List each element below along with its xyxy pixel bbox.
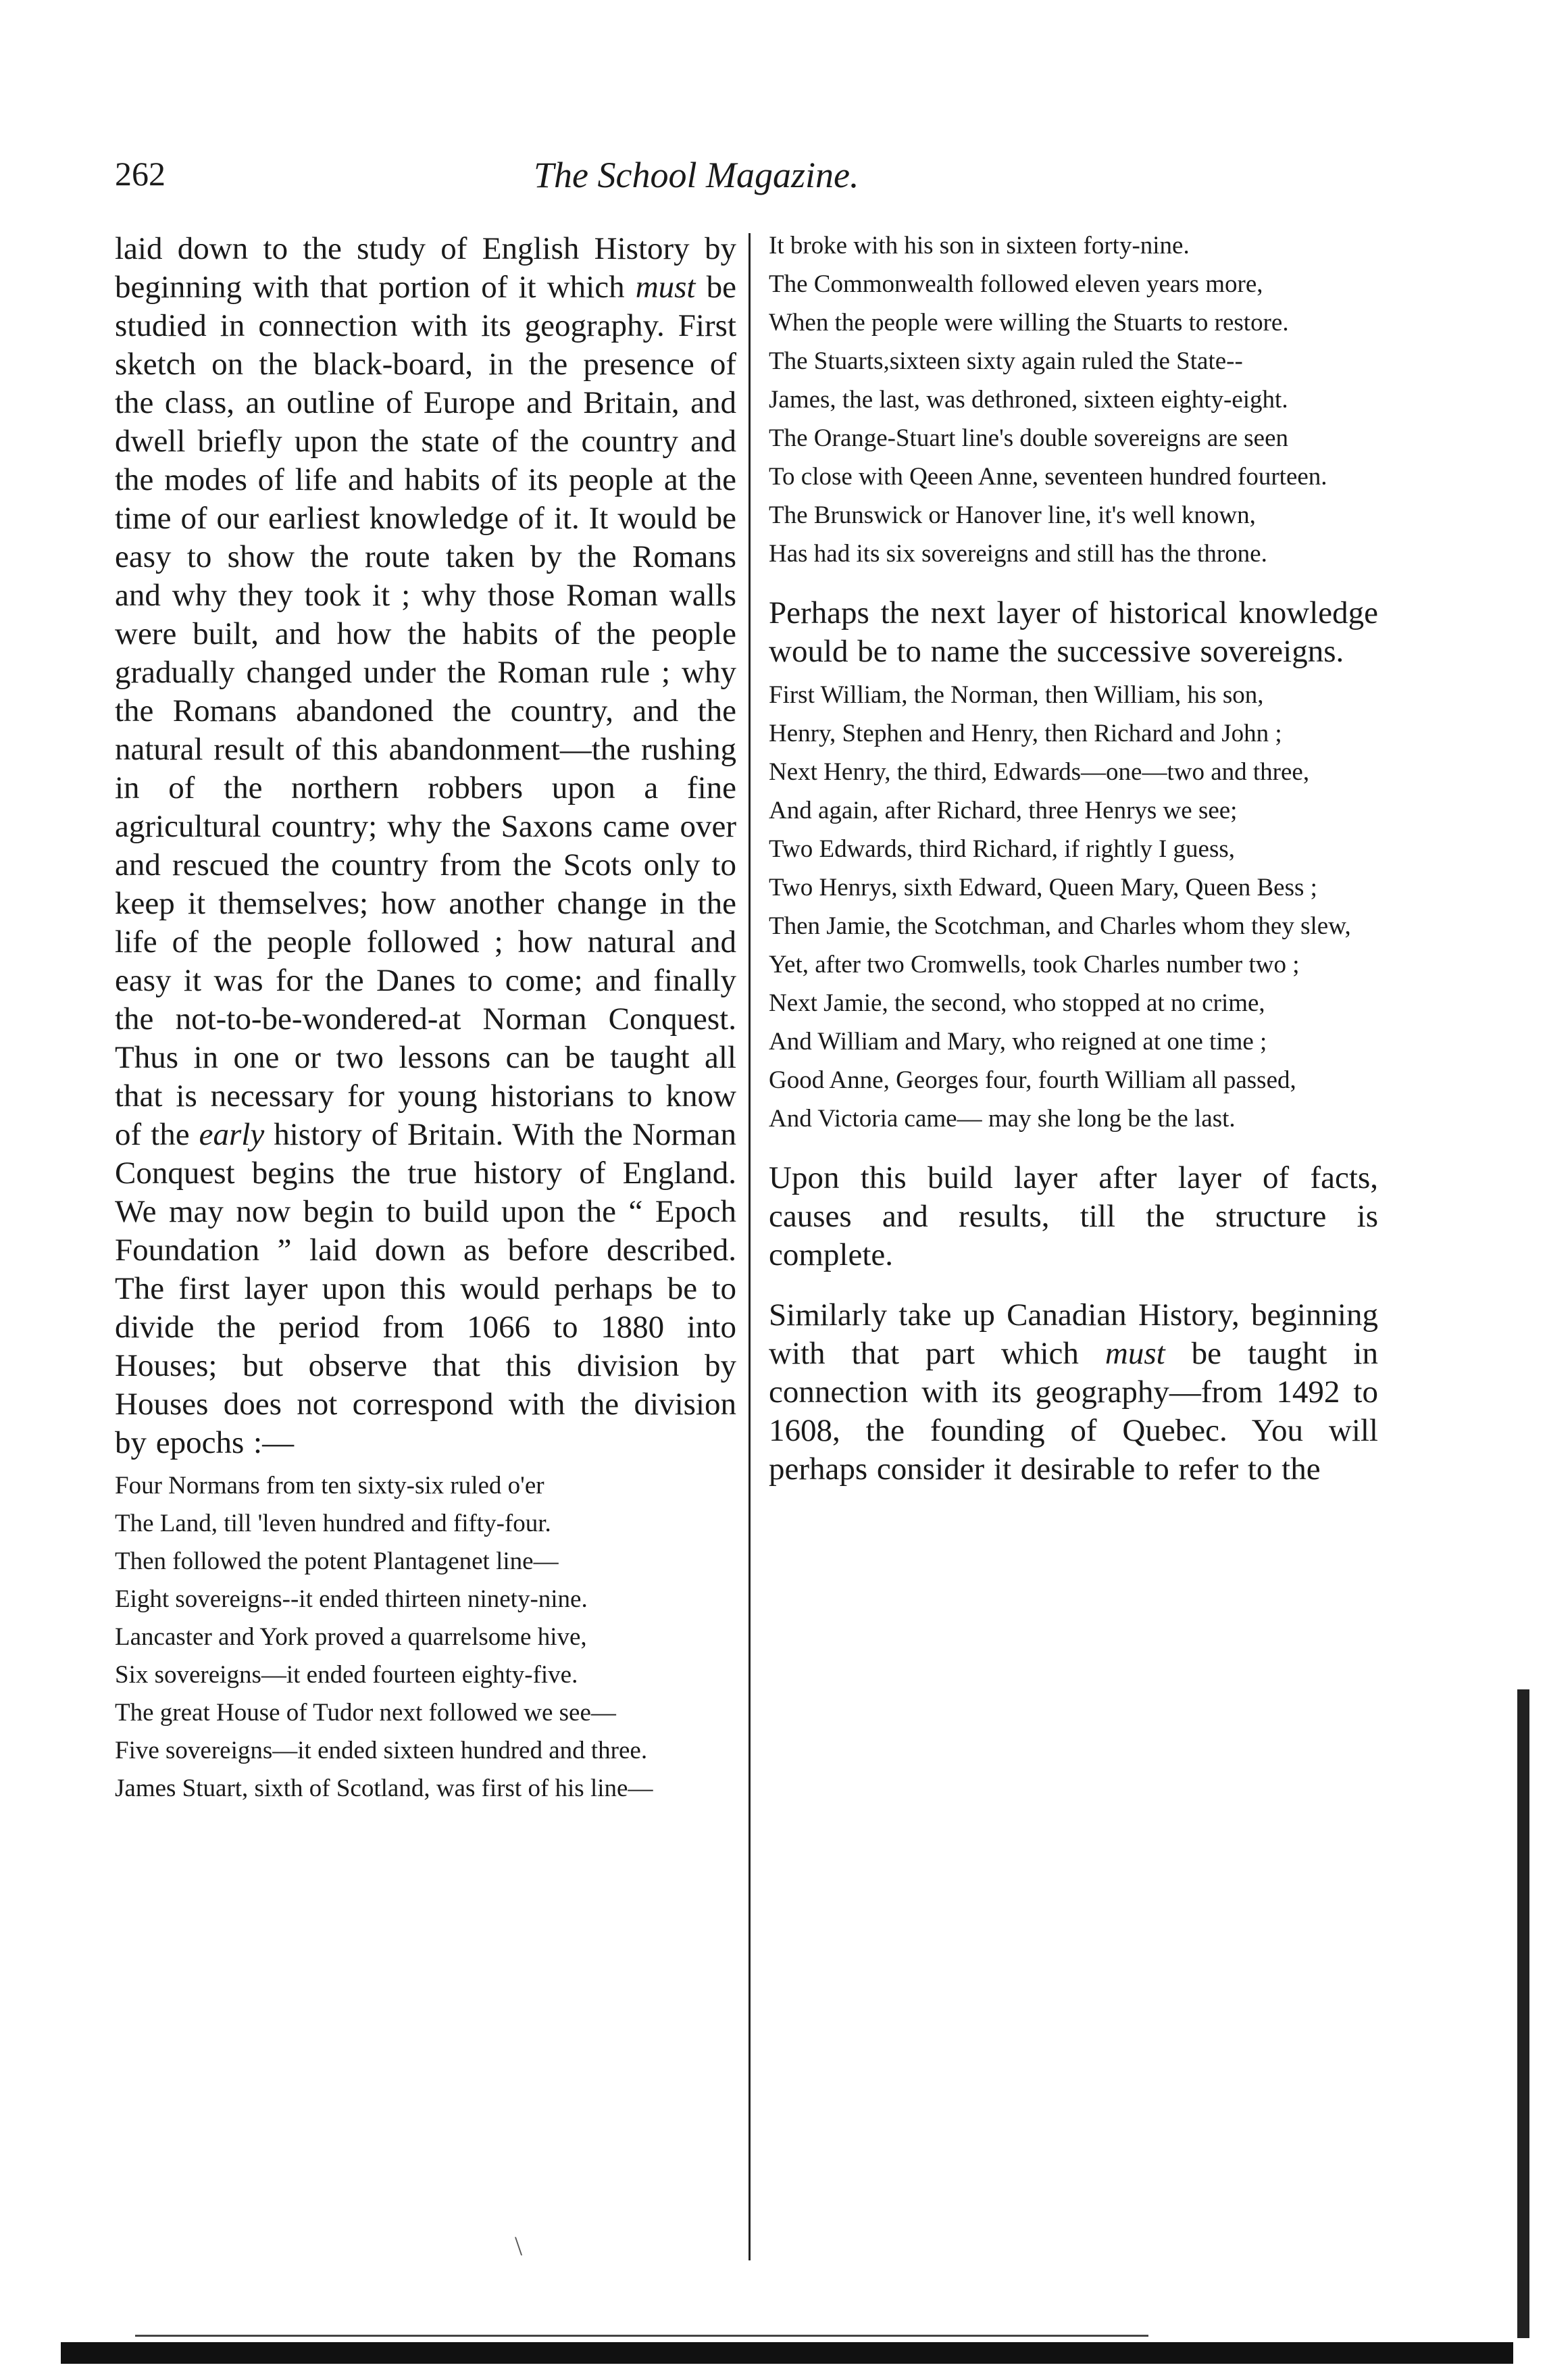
verse-line: The Brunswick or Hanover line, it's well known, — [769, 501, 1256, 529]
right-verse-1 — [769, 230, 1378, 570]
column-divider — [749, 233, 751, 2260]
verse-line: And again, after Richard, three Henrys we see; — [769, 797, 1238, 824]
verse-line: James Stuart, sixth of Scotland, was first of his line— — [115, 1775, 653, 1802]
verse-line: Two Edwards, third Richard, if rightly I guess, — [769, 835, 1236, 863]
emphasis-must: must — [635, 270, 696, 305]
left-verse — [115, 1470, 736, 1804]
verse-line: Five sovereigns—it ended sixteen hundred and three. — [115, 1737, 648, 1764]
verse-line: The Land, till 'leven hundred and fifty-four. — [115, 1510, 551, 1537]
right-column — [769, 230, 1378, 1489]
verse-line: Four Normans from ten sixty-six ruled o'er — [115, 1472, 544, 1499]
verse-line: Has had its six sovereigns and still has the throne. — [769, 540, 1267, 568]
bottom-scan-edge — [61, 2342, 1513, 2364]
left-paragraph-1: laid down to the study of English History by beginning with that portion of it which must be studied in connection with its geography. First sketch on the black-board, in the presence of the class, an outline of Europe and Britain, and dwell briefly upon the state of the country and the modes of life and habits of its people at the time of our earliest knowledge of it. It would be easy to show the route taken by the Romans and why they took it ; why those Roman walls were built, and how the habits of the people gradually changed under the Roman rule ; why the Romans abandoned the country, and the natural result of this abandonment—the rushing in of the northern robbers upon a fine agricultural country; why the Saxons came over and rescued the country from the Scots only to keep it themselves; how another change in the life of the people followed ; how natural and easy it was for the Danes to come; and finally the not-to-be-wondered-at Norman Conquest. Thus in one or two lessons can be taught all that is necessary for young historians to know of the early history of Britain. With the Norman Conquest begins the true history of England. We may now begin to build upon the “ Epoch Foundation ” laid down as before described. The first layer upon this would perhaps be to divide the period from 1066 to 1880 into Houses; but observe that this division by Houses does not correspond with the division by epochs :— — [115, 231, 737, 1460]
verse-line: To close with Qeeen Anne, seventeen hundred fourteen. — [769, 463, 1327, 491]
verse-line: James, the last, was dethroned, sixteen eighty-eight. — [769, 386, 1288, 414]
left-column — [115, 230, 736, 1811]
emphasis-early: early — [199, 1117, 265, 1152]
right-paragraph-4: Similarly take up Canadian History, beginning with that part which must be taught in connection with its geography—from 1492 to 1608, the founding of Quebec. You will perhaps consider it desirable to refer to the — [769, 1297, 1378, 1487]
verse-line: Next Henry, the third, Edwards—one—two and three, — [769, 758, 1310, 786]
right-paragraph-2: Perhaps the next layer of historical knowledge would be to name the successive sovereigns. — [769, 595, 1378, 669]
page-number: 262 — [115, 155, 166, 193]
verse-line: Then Jamie, the Scotchman, and Charles whom they slew, — [769, 912, 1351, 940]
right-verse-2 — [769, 679, 1378, 1135]
verse-line: Henry, Stephen and Henry, then Richard and John ; — [769, 720, 1282, 747]
verse-line: Next Jamie, the second, who stopped at no crime, — [769, 989, 1265, 1017]
verse-line: Yet, after two Cromwells, took Charles number two ; — [769, 951, 1300, 978]
right-paragraph-3: Upon this build layer after layer of facts, causes and results, till the structure is complete. — [769, 1160, 1378, 1272]
verse-line: And William and Mary, who reigned at one time ; — [769, 1028, 1267, 1056]
verse-line: First William, the Norman, then William, his son, — [769, 681, 1264, 709]
verse-line: Lancaster and York proved a quarrelsome hive, — [115, 1623, 587, 1651]
running-title: The School Magazine. — [534, 155, 859, 195]
verse-line: Six sovereigns—it ended fourteen eighty-five. — [115, 1661, 578, 1689]
verse-line: The Orange-Stuart line's double sovereigns are seen — [769, 424, 1289, 452]
verse-line: Then followed the potent Plantagenet line— — [115, 1547, 559, 1575]
verse-line: When the people were willing the Stuarts to restore. — [769, 309, 1289, 337]
verse-line: The Commonwealth followed eleven years more, — [769, 270, 1263, 298]
bottom-thin-rule — [135, 2335, 1148, 2337]
right-scan-edge — [1517, 1689, 1529, 2338]
verse-line: And Victoria came— may she long be the last. — [769, 1105, 1236, 1133]
verse-line: It broke with his son in sixteen forty-nine. — [769, 232, 1190, 259]
verse-line: The Stuarts,sixteen sixty again ruled the State-- — [769, 347, 1243, 375]
verse-line: Good Anne, Georges four, fourth William all passed, — [769, 1066, 1296, 1094]
verse-line: The great House of Tudor next followed we see— — [115, 1699, 616, 1727]
verse-line: Two Henrys, sixth Edward, Queen Mary, Queen Bess ; — [769, 874, 1317, 901]
verse-line: Eight sovereigns--it ended thirteen ninety-nine. — [115, 1585, 588, 1613]
emphasis-must: must — [1105, 1336, 1165, 1371]
stray-mark: \ — [515, 2231, 523, 2261]
